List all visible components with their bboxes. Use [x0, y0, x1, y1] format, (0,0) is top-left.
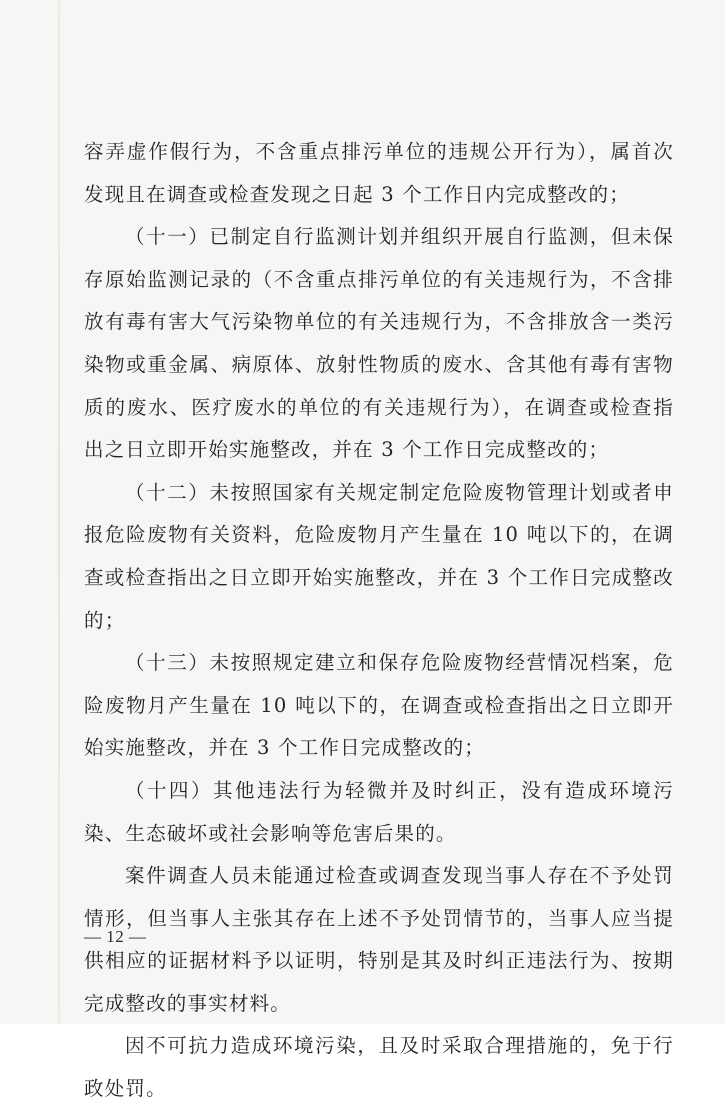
- paragraph-item-14: （十四）其他违法行为轻微并及时纠正，没有造成环境污染、生态破坏或社会影响等危害后果的。: [84, 778, 674, 845]
- paragraph-force-majeure: 因不可抗力造成环境污染，且及时采取合理措施的，免于行政处罚。: [84, 1034, 674, 1101]
- paragraph-evidence: 案件调查人员未能通过检查或调查发现当事人存在不予处罚情形，但当事人主张其存在上述不予处罚情节的，当事人应当提供相应的证据材料予以证明，特别是其及时纠正违法行为、按期完成整改的事实材料。: [84, 864, 674, 1015]
- paragraph-item-13: （十三）未按照规定建立和保存危险废物经营情况档案，危险废物月产生量在 10 吨以下的，在调查或检查指出之日立即开始实施整改，并在 3 个工作日完成整改的；: [84, 651, 674, 760]
- page-number: — 12 —: [84, 927, 147, 946]
- paragraph-item-11: （十一）已制定自行监测计划并组织开展自行监测，但未保存原始监测记录的（不含重点排污单位的有关违规行为，不含排放有毒有害大气污染物单位的有关违规行为，不含排放含一类污染物或重金属、病原体、放射性物质的废水、含其他有毒有害物质的废水、医疗废水的单位的有关违规行为），在调查或检查指出之日立即开始实施整改，并在 3 个工作日完成整改的；: [84, 225, 674, 462]
- paragraph-continuation: 容弄虚作假行为，不含重点排污单位的违规公开行为），属首次发现且在调查或检查发现之日起 3 个工作日内完成整改的；: [84, 140, 674, 206]
- page-edge-shadow: [58, 0, 60, 1024]
- body-text: [84, 131, 674, 1111]
- paragraph-item-12: （十二）未按照国家有关规定制定危险废物管理计划或者申报危险废物有关资料，危险废物月产生量在 10 吨以下的，在调查或检查指出之日立即开始实施整改，并在 3 个工作日完成整改的；: [84, 480, 674, 632]
